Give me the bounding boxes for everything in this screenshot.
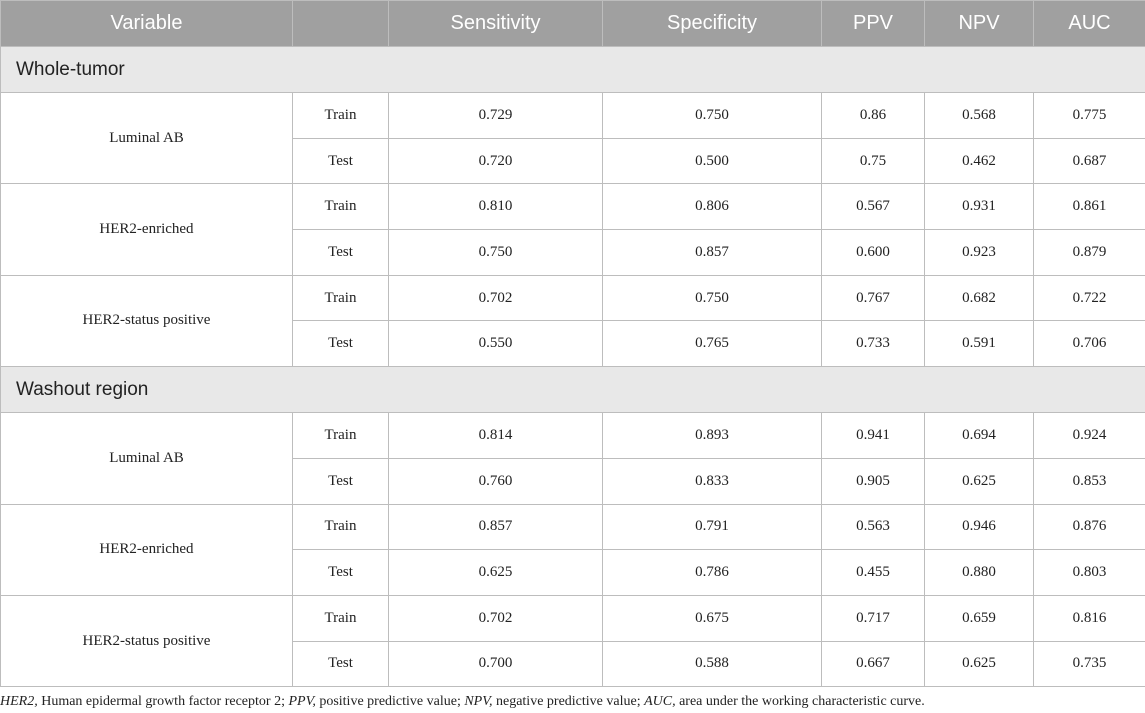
specificity-cell: 0.750 xyxy=(603,275,822,321)
auc-cell: 0.687 xyxy=(1034,138,1145,184)
variable-cell: Luminal AB xyxy=(1,413,293,504)
sensitivity-cell: 0.857 xyxy=(389,504,603,550)
header-specificity: Specificity xyxy=(603,1,822,47)
variable-cell: HER2-status positive xyxy=(1,595,293,686)
npv-cell: 0.682 xyxy=(925,275,1034,321)
sensitivity-cell: 0.720 xyxy=(389,138,603,184)
npv-cell: 0.462 xyxy=(925,138,1034,184)
ppv-cell: 0.455 xyxy=(822,550,925,596)
specificity-cell: 0.750 xyxy=(603,93,822,139)
auc-cell: 0.722 xyxy=(1034,275,1145,321)
ppv-cell: 0.717 xyxy=(822,595,925,641)
npv-cell: 0.625 xyxy=(925,458,1034,504)
specificity-cell: 0.675 xyxy=(603,595,822,641)
sensitivity-cell: 0.750 xyxy=(389,230,603,276)
section-row xyxy=(1,367,1145,413)
table-body xyxy=(1,47,1145,687)
set-cell: Train xyxy=(293,184,389,230)
ppv-cell: 0.941 xyxy=(822,413,925,459)
auc-cell: 0.876 xyxy=(1034,504,1145,550)
specificity-cell: 0.806 xyxy=(603,184,822,230)
table-row xyxy=(1,504,1145,550)
ppv-cell: 0.667 xyxy=(822,641,925,687)
auc-cell: 0.861 xyxy=(1034,184,1145,230)
footnote-text-ppv: positive predictive value; xyxy=(315,694,465,709)
npv-cell: 0.568 xyxy=(925,93,1034,139)
footnote-abbr-her2: HER2, xyxy=(0,694,38,709)
section-title: Whole-tumor xyxy=(1,47,1145,93)
table-row xyxy=(1,413,1145,459)
header-ppv: PPV xyxy=(822,1,925,47)
header-variable: Variable xyxy=(1,1,293,47)
sensitivity-cell: 0.760 xyxy=(389,458,603,504)
footnote-text-npv: negative predictive value; xyxy=(492,694,645,709)
npv-cell: 0.659 xyxy=(925,595,1034,641)
npv-cell: 0.923 xyxy=(925,230,1034,276)
auc-cell: 0.775 xyxy=(1034,93,1145,139)
npv-cell: 0.946 xyxy=(925,504,1034,550)
header-npv: NPV xyxy=(925,1,1034,47)
ppv-cell: 0.905 xyxy=(822,458,925,504)
specificity-cell: 0.791 xyxy=(603,504,822,550)
set-cell: Test xyxy=(293,458,389,504)
specificity-cell: 0.765 xyxy=(603,321,822,367)
variable-cell: HER2-status positive xyxy=(1,275,293,366)
variable-cell: HER2-enriched xyxy=(1,184,293,275)
auc-cell: 0.853 xyxy=(1034,458,1145,504)
ppv-cell: 0.563 xyxy=(822,504,925,550)
variable-cell: HER2-enriched xyxy=(1,504,293,595)
set-cell: Train xyxy=(293,93,389,139)
ppv-cell: 0.767 xyxy=(822,275,925,321)
footnote-text-her2: Human epidermal growth factor receptor 2; xyxy=(37,694,289,709)
ppv-cell: 0.75 xyxy=(822,138,925,184)
sensitivity-cell: 0.814 xyxy=(389,413,603,459)
table-row xyxy=(1,595,1145,641)
variable-cell: Luminal AB xyxy=(1,93,293,184)
ppv-cell: 0.567 xyxy=(822,184,925,230)
sensitivity-cell: 0.550 xyxy=(389,321,603,367)
set-cell: Test xyxy=(293,230,389,276)
section-title: Washout region xyxy=(1,367,1145,413)
auc-cell: 0.816 xyxy=(1034,595,1145,641)
sensitivity-cell: 0.810 xyxy=(389,184,603,230)
ppv-cell: 0.600 xyxy=(822,230,925,276)
table-row xyxy=(1,184,1145,230)
sensitivity-cell: 0.702 xyxy=(389,595,603,641)
npv-cell: 0.880 xyxy=(925,550,1034,596)
auc-cell: 0.879 xyxy=(1034,230,1145,276)
set-cell: Test xyxy=(293,641,389,687)
table-row xyxy=(1,93,1145,139)
ppv-cell: 0.86 xyxy=(822,93,925,139)
sensitivity-cell: 0.729 xyxy=(389,93,603,139)
set-cell: Test xyxy=(293,321,389,367)
set-cell: Train xyxy=(293,413,389,459)
table-header xyxy=(1,1,1145,47)
footnote-abbr-auc: AUC, xyxy=(644,694,676,709)
specificity-cell: 0.857 xyxy=(603,230,822,276)
table-row xyxy=(1,275,1145,321)
specificity-cell: 0.833 xyxy=(603,458,822,504)
section-row xyxy=(1,47,1145,93)
auc-cell: 0.924 xyxy=(1034,413,1145,459)
npv-cell: 0.694 xyxy=(925,413,1034,459)
set-cell: Train xyxy=(293,595,389,641)
sensitivity-cell: 0.625 xyxy=(389,550,603,596)
auc-cell: 0.803 xyxy=(1034,550,1145,596)
auc-cell: 0.706 xyxy=(1034,321,1145,367)
set-cell: Test xyxy=(293,550,389,596)
footnote-abbr-npv: NPV, xyxy=(464,694,493,709)
specificity-cell: 0.500 xyxy=(603,138,822,184)
ppv-cell: 0.733 xyxy=(822,321,925,367)
auc-cell: 0.735 xyxy=(1034,641,1145,687)
npv-cell: 0.591 xyxy=(925,321,1034,367)
npv-cell: 0.931 xyxy=(925,184,1034,230)
footnote-text-auc: area under the working characteristic curve. xyxy=(675,694,925,709)
specificity-cell: 0.588 xyxy=(603,641,822,687)
specificity-cell: 0.893 xyxy=(603,413,822,459)
set-cell: Train xyxy=(293,275,389,321)
set-cell: Test xyxy=(293,138,389,184)
header-sensitivity: Sensitivity xyxy=(389,1,603,47)
sensitivity-cell: 0.702 xyxy=(389,275,603,321)
header-set xyxy=(293,1,389,47)
sensitivity-cell: 0.700 xyxy=(389,641,603,687)
npv-cell: 0.625 xyxy=(925,641,1034,687)
specificity-cell: 0.786 xyxy=(603,550,822,596)
set-cell: Train xyxy=(293,504,389,550)
header-auc: AUC xyxy=(1034,1,1145,47)
footnote-abbr-ppv: PPV, xyxy=(288,694,316,709)
table-footnote xyxy=(0,694,1145,710)
